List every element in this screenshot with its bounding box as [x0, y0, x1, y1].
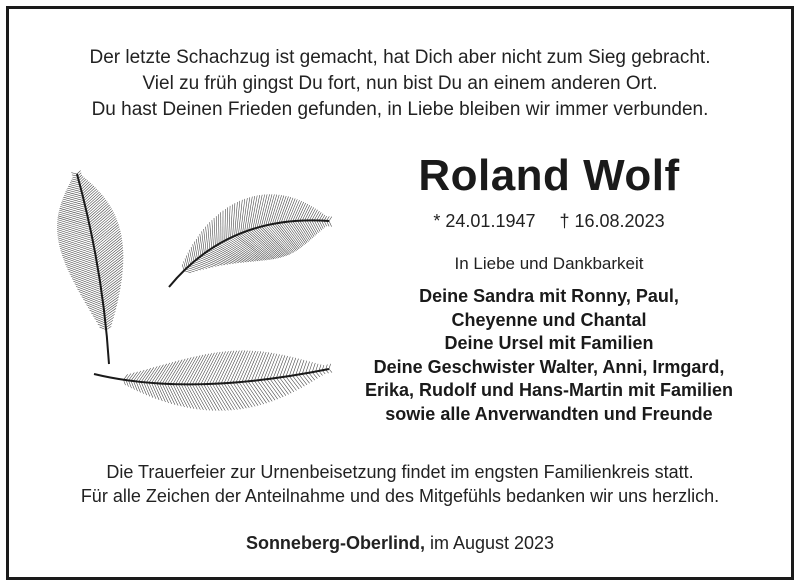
poem-line: Der letzte Schachzug ist gemacht, hat Dich aber nicht zum Sieg gebracht.	[89, 47, 711, 68]
funeral-notice	[9, 460, 791, 508]
mourner-line: sowie alle Anverwandten und Freunde	[385, 403, 713, 424]
mourner-line: Deine Ursel mit Familien	[444, 333, 654, 353]
poem-line: Du hast Deinen Frieden gefunden, in Liebe bleiben wir immer verbunden.	[91, 99, 709, 120]
notice-line: Die Trauerfeier zur Urnenbeisetzung findet im engsten Familienkreis statt.	[106, 462, 694, 482]
dedication: In Liebe und Dankbarkeit	[454, 254, 644, 273]
place-and-date	[9, 531, 791, 555]
deceased-name: Roland Wolf	[418, 151, 680, 200]
mourner-line: Deine Sandra mit Ronny, Paul,	[419, 286, 679, 306]
place-date: im August 2023	[424, 533, 555, 553]
place-location: Sonneberg-Oberlind,	[245, 533, 425, 553]
mourner-line: Deine Geschwister Walter, Anni, Irmgard,	[373, 356, 725, 377]
mourner-line: Erika, Rudolf und Hans-Martin mit Familien	[364, 380, 734, 400]
poem	[9, 45, 791, 123]
obituary-card	[6, 6, 794, 580]
death-date: † 16.08.2023	[559, 211, 665, 231]
notice-line: Für alle Zeichen der Anteilnahme und des Mitgefühls bedanken wir uns herzlich.	[80, 486, 720, 506]
poem-line: Viel zu früh gingst Du fort, nun bist Du an einem anderen Ort.	[142, 73, 658, 94]
birth-date: * 24.01.1947	[433, 211, 536, 231]
mourner-line: Cheyenne und Chantal	[451, 309, 647, 330]
feathers-icon	[29, 159, 359, 429]
mourners-list	[329, 285, 769, 426]
life-dates	[379, 209, 719, 233]
